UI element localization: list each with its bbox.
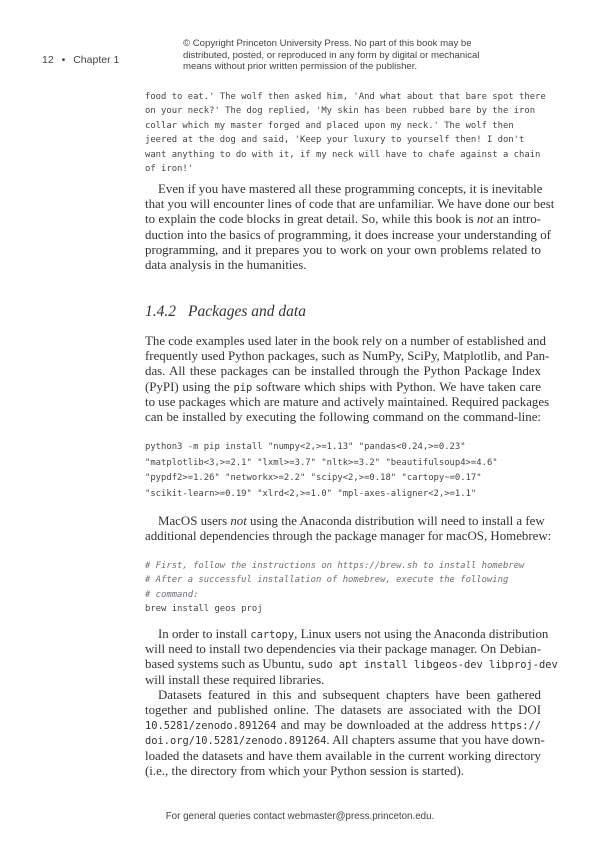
code-line [145,559,541,573]
text-segment: want anything to do with it, if my neck will have to chafe against a chain [145,149,541,160]
text-line [145,657,558,672]
code-line [145,456,541,472]
text-segment: food to eat.' The wolf then asked him, 'And what about that bare spot there [145,92,546,102]
text-segment: MacOS users [158,514,231,528]
text-segment: jeered at the dog and said, 'Keep your luxury to yourself then! I don't [145,135,525,146]
text-segment: "scikit-learn>=0.19" "xlrd<2,>=1.0" "mpl-axes-aligner<2,>=1.1" [145,488,477,499]
text-segment: will install these required libraries. [145,672,325,687]
code-line [145,119,541,133]
text-segment: additional dependencies through the package manager for macOS, Homebrew: [145,529,552,544]
text-segment: collar which my master forged and placed upon my neck.' The wolf then [145,120,514,131]
inline-code: 10.5281/zenodo.891264 [145,720,277,733]
bullet-separator: • [61,54,66,66]
paragraph [145,334,550,425]
text-segment: based systems such as Ubuntu, [145,657,308,672]
text-segment: of iron!' [145,163,194,174]
code-line [145,588,541,602]
inline-code: https:// [490,720,541,733]
text-segment: (i.e., the directory from which your Python session is started). [145,763,464,778]
text-line [145,514,545,529]
copyright-line: © Copyright Princeton University Press. No part of this book may be [183,38,472,49]
text-line [145,749,541,764]
text-segment: an intro- [493,212,541,227]
text-segment: frequently used Python packages, such as NumPy, SciPy, Matplotlib, and Pan- [145,349,550,364]
text-segment: will need to install two dependencies via their package manager. On Debian- [145,642,541,657]
chapter-label: Chapter 1 [73,54,120,66]
inline-code: pip [233,381,253,394]
text-line [145,394,550,410]
text-segment: loaded the datasets and have them available in the current working directory [145,748,541,763]
code-line [145,104,541,118]
text-line [145,212,541,227]
text-line [145,642,541,657]
copyright-line: distributed, posted, or reproduced in any form by digital or mechanical [183,49,480,61]
text-segment: that you will encounter lines of code that are unfamiliar. We have done our best [145,197,555,212]
paragraph [145,182,555,273]
running-header [42,54,119,66]
emphasis: not [476,212,494,227]
text-segment: software which ships with Python. We have taken care [252,379,541,394]
code-line [145,90,546,104]
section-title: Packages and data [188,303,306,320]
text-segment: and may be downloaded at the address [276,718,491,733]
text-segment: python3 -m pip install "numpy<2,>=1.13" "pandas<0.24,>=0.23" [145,442,466,452]
copyright-line: means without prior written permission of the publisher. [183,61,418,72]
text-segment: "matplotlib<3,>=2.1" "lxml>=3.7" "nltk>=3.2" "beautifulsoup4>=4.6" [145,457,498,468]
text-segment: "pypdf2>=1.26" "networkx>=2.2" "scipy<2,>=0.18" "cartopy~=0.17" [145,473,482,483]
code-line [145,471,541,487]
text-line [145,688,541,703]
code-block [145,440,541,502]
text-segment: together and published online. The datasets are associated with the DOI [145,702,541,717]
text-line [145,349,550,364]
code-line [145,440,541,456]
inline-code: cartopy [250,629,295,641]
code-line [145,573,541,587]
text-segment: data analysis in the humanities. [145,257,307,272]
emphasis: not [230,514,247,528]
code-block [145,90,546,176]
code-line [145,602,541,616]
code-line [145,162,541,176]
text-segment: In order to install [158,627,251,641]
code-comment: # First, follow the instructions on https://brew.sh to install homebrew [145,561,525,571]
paragraph [145,514,552,544]
text-line [145,258,541,273]
text-segment: das. All these packages can be installed through the Python Package Index [145,364,541,379]
code-line [145,487,541,503]
section-heading [145,303,306,321]
text-segment: on your neck?' The dog replied, 'My skin has been rubbed bare by the iron [145,106,536,117]
text-segment: , Linux users not using the Anaconda distribution [294,627,549,641]
text-line [145,380,541,395]
text-segment: to use packages which are mature and actively maintained. Required packages [145,394,550,409]
text-line [145,410,541,425]
text-line [145,182,541,197]
text-line [145,673,541,688]
text-segment: . All chapters assume that you have down- [326,733,545,748]
text-segment: (PyPI) using the [145,379,234,394]
text-line [145,529,552,544]
text-segment: duction into the basics of programming, it does increase your understanding of [145,227,551,242]
text-line [145,227,551,243]
text-segment: Even if you have mastered all these programming concepts, it is inevitable [158,182,543,196]
text-segment: using the Anaconda distribution will need to install a few [246,514,545,528]
section-number: 1.4.2 [145,303,176,320]
text-line [145,243,541,258]
text-segment: programming, and it prepares you to work on your own problems related to [145,242,541,257]
code-block [145,559,541,617]
inline-code: doi.org/10.5281/zenodo.891264 [145,735,327,748]
text-line [145,733,545,748]
text-line [145,197,555,212]
text-line [145,364,541,379]
text-line [145,718,541,733]
text-line [145,627,549,642]
code-comment: # command: [145,589,199,600]
code-comment: # After a successful installation of homebrew, execute the following [145,575,509,586]
text-segment: Datasets featured in this and subsequent chapters have been gathered [158,687,541,702]
copyright-notice [183,38,483,73]
paragraph [145,627,558,779]
page-footer: For general queries contact webmaster@press.princeton.edu. [165,811,435,822]
text-segment: to explain the code blocks in great detail. So, while this book is [145,212,477,227]
page-number: 12 [42,54,54,66]
code-line [145,148,541,162]
text-line [145,334,546,349]
text-line [145,703,541,718]
text-segment: can be installed by executing the following command on the command-line: [145,409,541,424]
inline-code: sudo apt install libgeos-dev libproj-dev [307,659,558,672]
text-segment: brew install geos proj [145,604,263,615]
text-segment: The code examples used later in the book rely on a number of established and [145,334,546,348]
code-line [145,133,541,147]
text-line [145,764,541,779]
